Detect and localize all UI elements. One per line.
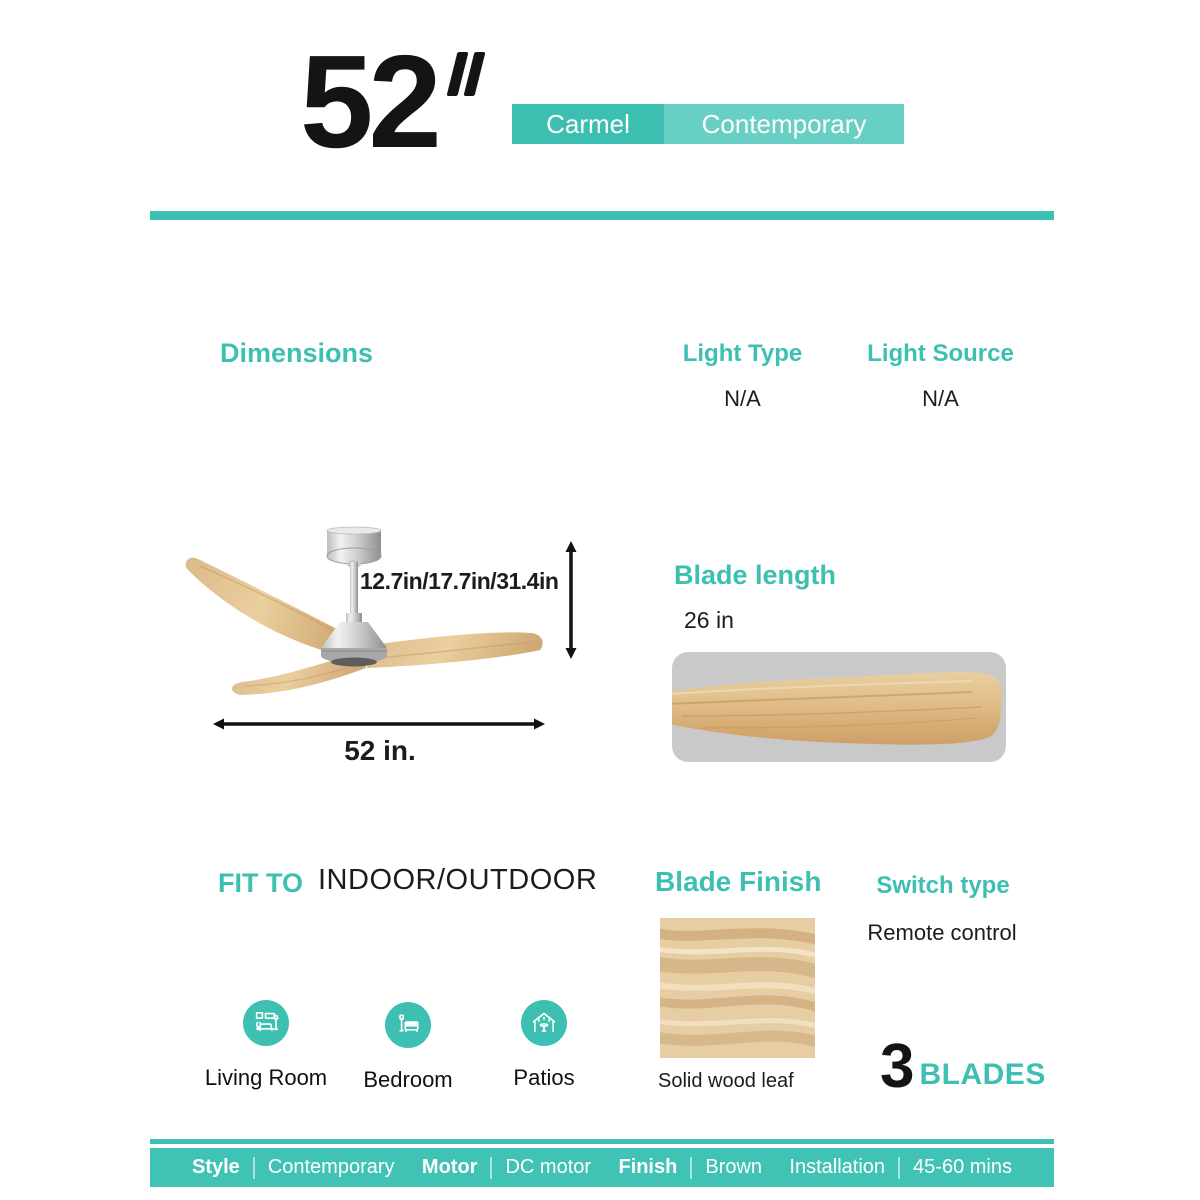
light-type-title: Light Type: [682, 340, 803, 367]
room-patios: [469, 1000, 619, 1091]
fan-size-title: 52: [300, 28, 437, 175]
bedroom-icon: [385, 1002, 431, 1048]
room-bedroom: [333, 1002, 483, 1093]
separator: [490, 1157, 492, 1179]
room-label: Patios: [513, 1065, 575, 1090]
ceiling-fan-diagram: [170, 518, 590, 768]
drop-height-label: 12.7in/17.7in/31.4in: [360, 568, 559, 594]
light-type-value: N/A: [724, 386, 761, 411]
separator: [690, 1157, 692, 1179]
footer-label: Installation: [789, 1156, 886, 1178]
room-label: Bedroom: [363, 1067, 453, 1092]
dimensions-title: Dimensions: [220, 338, 374, 368]
wood-finish-caption: Solid wood leaf: [658, 1070, 794, 1092]
badge-model-name: Carmel: [512, 104, 664, 144]
footer-label: Finish: [618, 1156, 678, 1178]
room-label: Living Room: [204, 1065, 328, 1090]
fit-to-value: INDOOR/OUTDOOR: [318, 864, 598, 896]
switch-type-value: Remote control: [867, 920, 1017, 945]
model-badge: [512, 104, 904, 144]
light-source-value: N/A: [922, 386, 959, 411]
footer-value: 45-60 mins: [913, 1156, 1012, 1178]
blade-length-title: Blade length: [674, 560, 837, 590]
top-divider: [150, 211, 1054, 220]
sweep-width-label: 52 in.: [344, 735, 416, 766]
footer-value: Brown: [705, 1156, 763, 1178]
room-living-room: [191, 1000, 341, 1091]
fit-to-title: FIT TO: [218, 868, 303, 898]
blade-length-value: 26 in: [684, 607, 734, 633]
blades-count-group: [880, 1032, 1046, 1101]
light-source-title: Light Source: [867, 340, 1014, 367]
blades-count: 3: [880, 1032, 915, 1101]
footer-item-motor: [422, 1156, 591, 1179]
footer-item-installation: [789, 1156, 1012, 1179]
blade-finish-title: Blade Finish: [655, 866, 822, 897]
footer-value: DC motor: [505, 1156, 592, 1178]
switch-type-title: Switch type: [876, 872, 1010, 899]
footer-item-finish: [618, 1156, 762, 1179]
separator: [253, 1157, 255, 1179]
badge-style-name: Contemporary: [664, 104, 904, 144]
patio-icon: [521, 1000, 567, 1046]
footer-item-style: [192, 1156, 395, 1179]
footer-value: Contemporary: [267, 1156, 395, 1178]
blade-image-panel: [672, 652, 1006, 762]
wood-finish-swatch: [660, 918, 815, 1058]
inch-double-prime-icon: [447, 52, 486, 96]
footer-thin-line: [150, 1139, 1054, 1144]
living-room-icon: [243, 1000, 289, 1046]
blade-image: [672, 652, 1006, 762]
blades-label: BLADES: [919, 1057, 1046, 1091]
footer-spec-bar: [150, 1148, 1054, 1187]
footer-label: Style: [192, 1156, 240, 1178]
footer-label: Motor: [421, 1156, 478, 1178]
separator: [898, 1157, 900, 1179]
